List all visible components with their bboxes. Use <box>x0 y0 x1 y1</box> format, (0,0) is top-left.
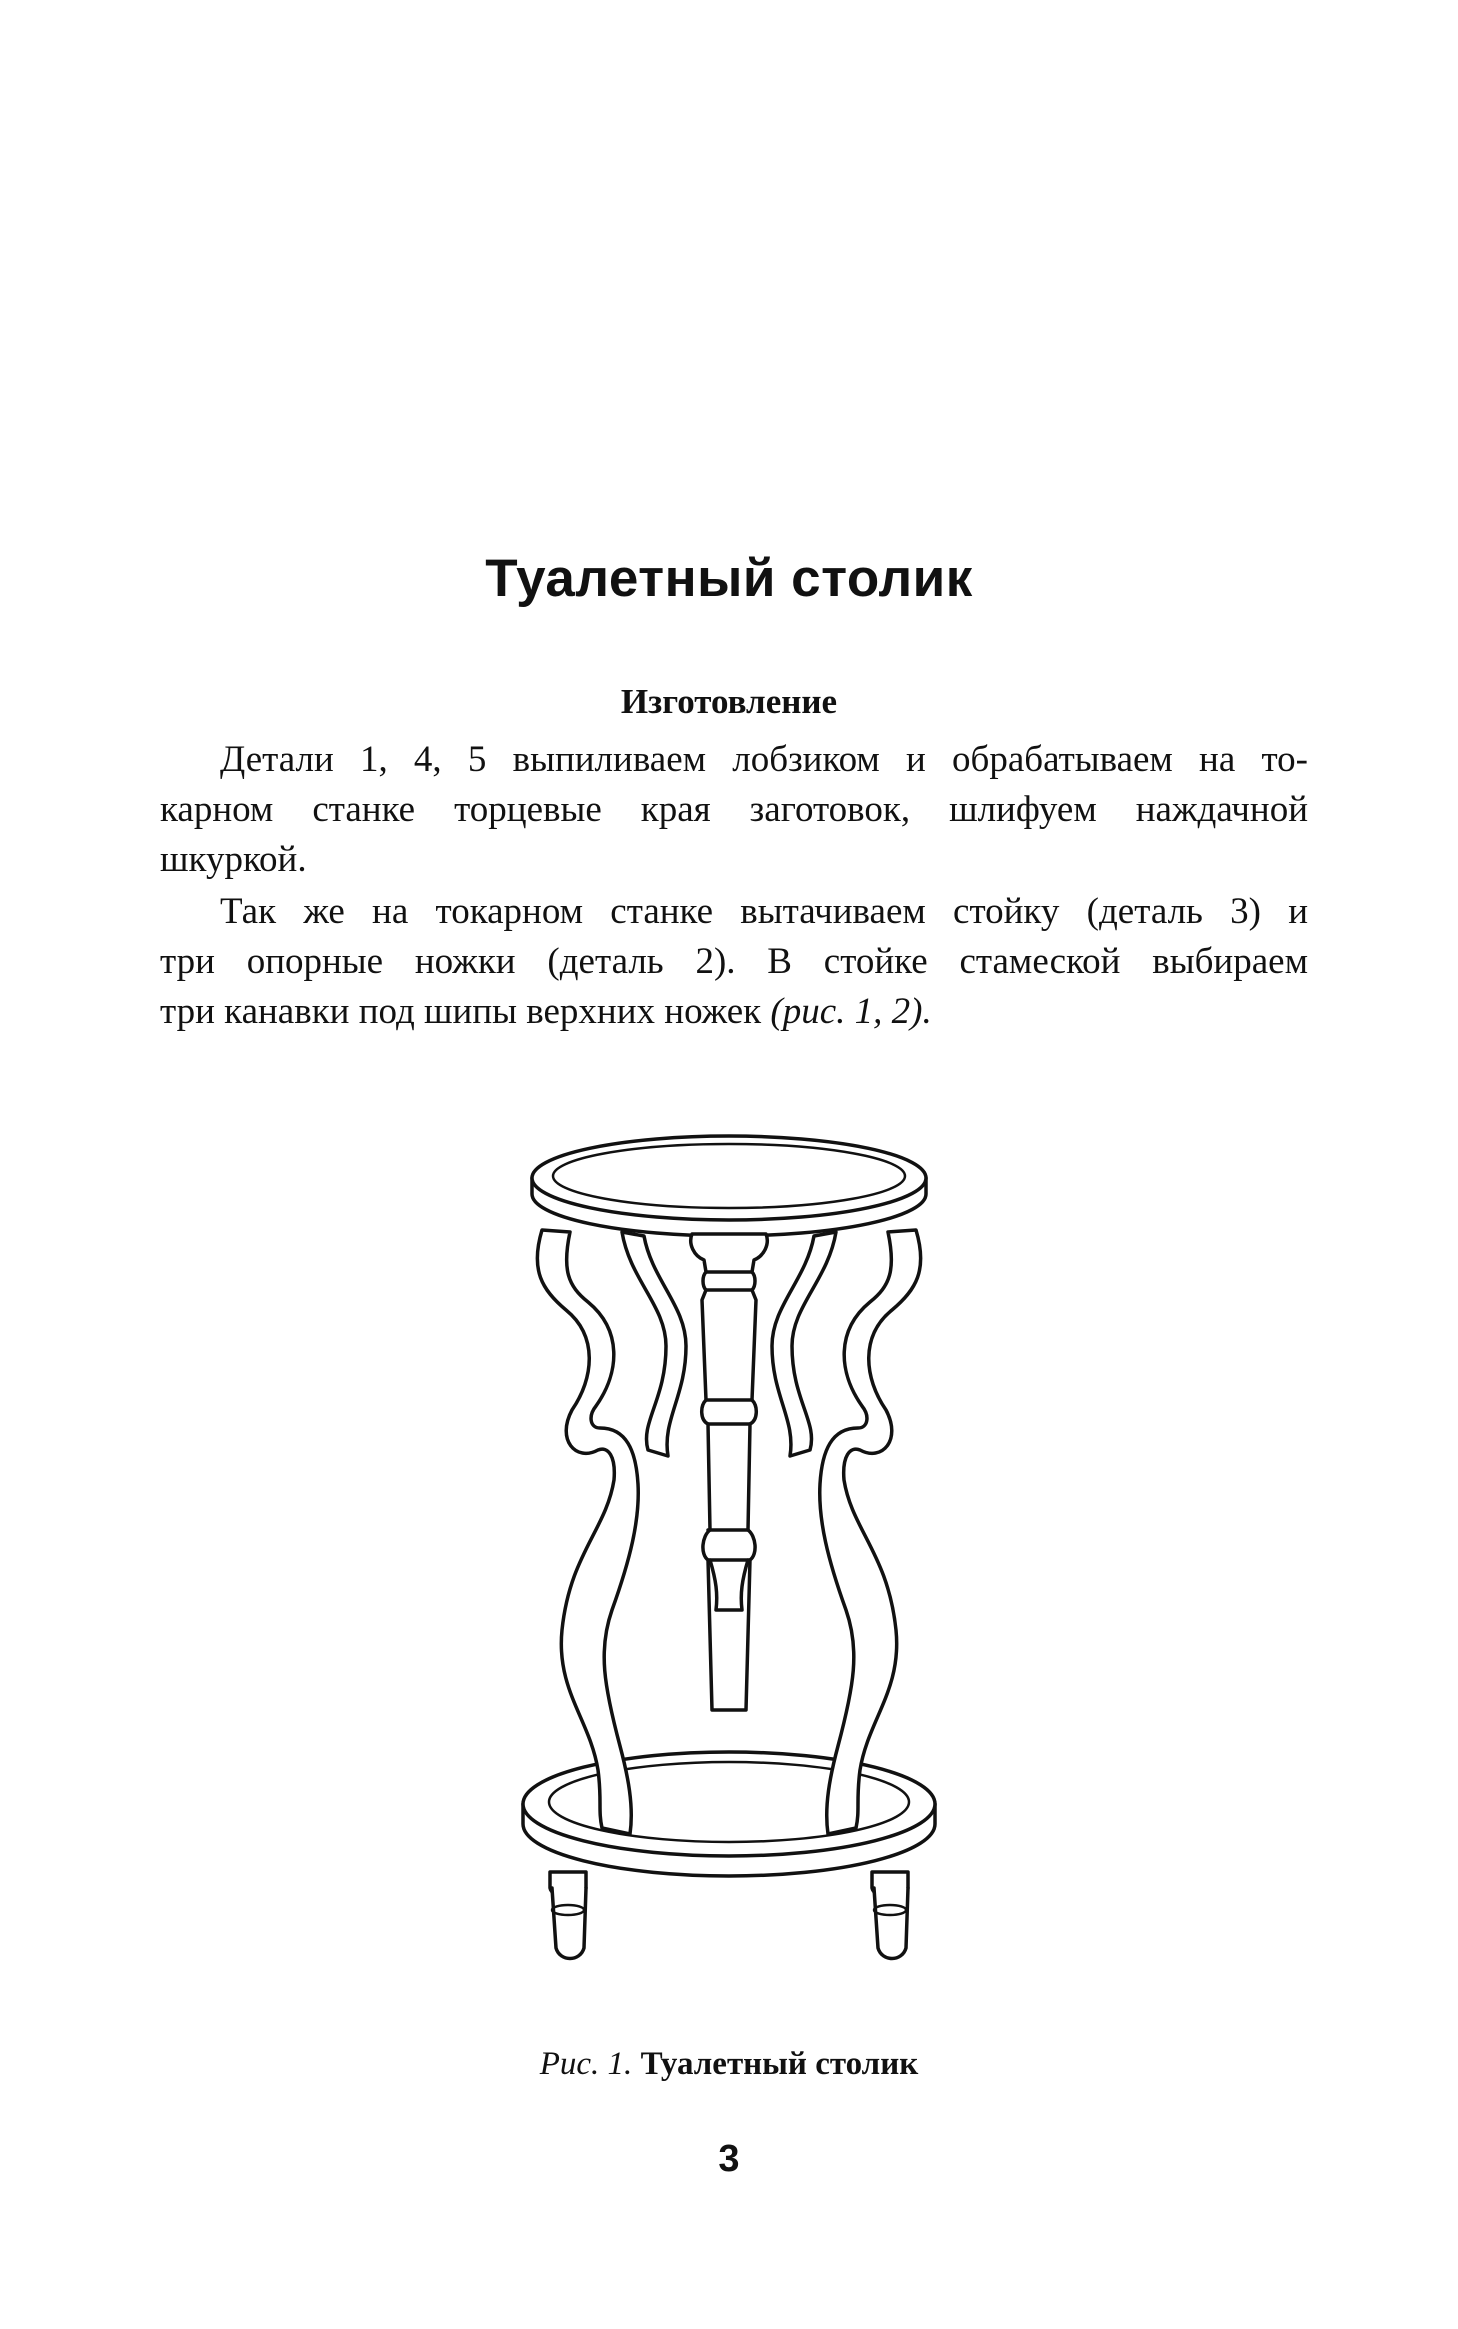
table-illustration <box>480 1110 980 1990</box>
paragraph-line: карном станке торцевые края заготовок, шлифуем наждачной <box>160 789 1308 830</box>
caption-label: Рис. 1. <box>539 2046 633 2082</box>
paragraph-text: три канавки под шипы верхних ножек <box>160 991 771 1032</box>
tabletop <box>532 1136 926 1236</box>
paragraph-line-last <box>160 987 1308 1037</box>
section-title: Изготовление <box>620 682 838 721</box>
figure-caption <box>0 2046 1458 2083</box>
figure-reference: (рис. 1, 2). <box>770 991 932 1032</box>
center-column <box>691 1234 768 1710</box>
caption-title: Туалетный столик <box>640 2046 919 2082</box>
paragraph-1 <box>160 735 1308 885</box>
paragraph-line: три опорные ножки (деталь 2). В стойке стамеской выбираем <box>160 941 1308 982</box>
bottom-shelf <box>523 1752 935 1876</box>
page-number: 3 <box>718 2138 740 2180</box>
paragraph-line: шкуркой. <box>160 839 307 880</box>
feet <box>550 1872 908 1959</box>
paragraph-line: Детали 1, 4, 5 выпиливаем лобзиком и обрабатываем на то- <box>220 739 1308 780</box>
paragraph-line: Так же на токарном станке вытачиваем стойку (деталь 3) и <box>220 891 1308 932</box>
page-title: Туалетный столик <box>485 549 973 608</box>
paragraph-2 <box>160 887 1308 1037</box>
